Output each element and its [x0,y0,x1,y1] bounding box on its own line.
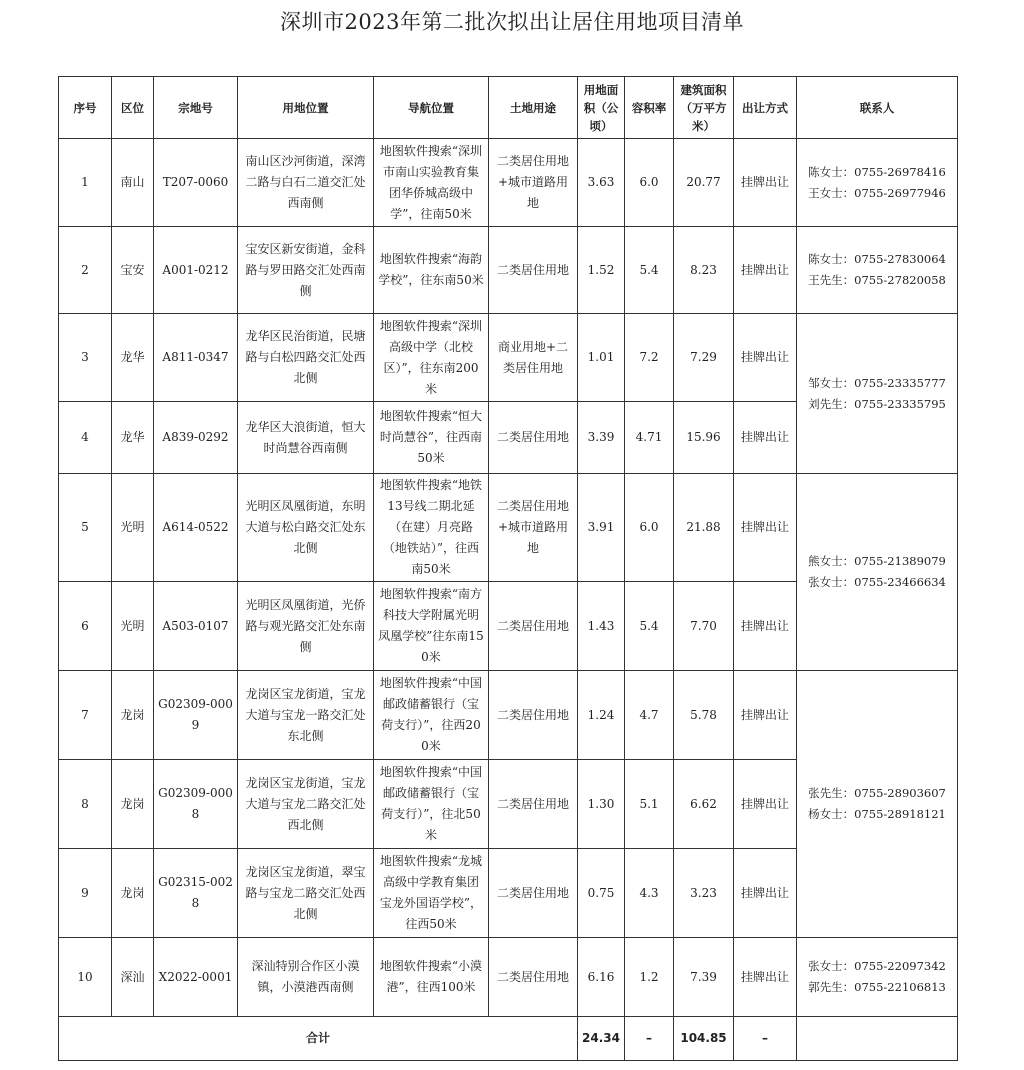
cell-floor-area: 5.78 [674,671,734,760]
total-contact [797,1017,958,1061]
cell-parcel: A001-0212 [154,227,238,314]
cell-district: 龙岗 [112,671,154,760]
cell-parcel: A614-0522 [154,474,238,582]
cell-use: 二类居住用地 [489,849,578,938]
cell-location: 龙华区民治街道，民塘路与白松四路交汇处西北侧 [238,314,374,402]
contact-line: 刘先生：0755-23335795 [808,396,946,411]
contact-line: 郭先生：0755-22106813 [808,980,946,994]
cell-area: 3.91 [578,474,625,582]
cell-contact [797,671,958,938]
header-contact: 联系人 [797,77,958,139]
cell-use: 二类居住用地+城市道路用地 [489,474,578,582]
cell-nav: 地图软件搜索“中国邮政储蓄银行（宝荷支行）”，往西200米 [374,671,489,760]
cell-location: 龙岗区宝龙街道，宝龙大道与宝龙二路交汇处西北侧 [238,760,374,849]
cell-use: 二类居住用地+城市道路用地 [489,139,578,227]
cell-contact [797,474,958,671]
cell-nav: 地图软件搜索“南方科技大学附属光明凤凰学校”往东南150米 [374,582,489,671]
cell-far: 4.3 [625,849,674,938]
header-use: 土地用途 [489,77,578,139]
header-far: 容积率 [625,77,674,139]
cell-location: 光明区凤凰街道，东明大道与松白路交汇处东北侧 [238,474,374,582]
cell-nav: 地图软件搜索“龙城高级中学教育集团宝龙外国语学校”，往西50米 [374,849,489,938]
header-parcel: 宗地号 [154,77,238,139]
cell-parcel: G02315-0028 [154,849,238,938]
cell-area: 1.43 [578,582,625,671]
header-index: 序号 [59,77,112,139]
cell-method: 挂牌出让 [734,760,797,849]
cell-far: 6.0 [625,139,674,227]
cell-area: 3.63 [578,139,625,227]
cell-far: 4.7 [625,671,674,760]
header-nav: 导航位置 [374,77,489,139]
cell-far: 6.0 [625,474,674,582]
cell-method: 挂牌出让 [734,938,797,1017]
cell-method: 挂牌出让 [734,582,797,671]
cell-district: 龙岗 [112,760,154,849]
cell-method: 挂牌出让 [734,671,797,760]
cell-use: 二类居住用地 [489,227,578,314]
header-method: 出让方式 [734,77,797,139]
cell-floor-area: 7.39 [674,938,734,1017]
cell-floor-area: 3.23 [674,849,734,938]
cell-nav: 地图软件搜索“深圳市南山实验教育集团华侨城高级中学”，往南50米 [374,139,489,227]
table-row [59,671,958,760]
cell-use: 二类居住用地 [489,671,578,760]
cell-index: 7 [59,671,112,760]
cell-area: 1.52 [578,227,625,314]
cell-floor-area: 20.77 [674,139,734,227]
table-row [59,227,958,314]
cell-district: 光明 [112,582,154,671]
cell-floor-area: 21.88 [674,474,734,582]
total-floor-area: 104.85 [674,1017,734,1061]
contact-line: 杨女士：0755-28918121 [808,807,946,821]
contact-line: 陈女士：0755-26978416 [808,164,946,179]
land-parcel-table [58,76,958,1061]
cell-parcel: A839-0292 [154,402,238,474]
table-row [59,314,958,402]
cell-method: 挂牌出让 [734,227,797,314]
cell-district: 龙岗 [112,849,154,938]
cell-far: 4.71 [625,402,674,474]
cell-method: 挂牌出让 [734,474,797,582]
cell-method: 挂牌出让 [734,849,797,938]
cell-far: 1.2 [625,938,674,1017]
cell-district: 光明 [112,474,154,582]
cell-parcel: G02309-0009 [154,671,238,760]
contact-line: 张女士：0755-23466634 [808,575,946,589]
cell-nav: 地图软件搜索“深圳高级中学（北校区）”，往东南200米 [374,314,489,402]
cell-location: 宝安区新安街道，金科路与罗田路交汇处西南侧 [238,227,374,314]
cell-location: 深汕特别合作区小漠镇，小漠港西南侧 [238,938,374,1017]
table-row [59,139,958,227]
cell-method: 挂牌出让 [734,402,797,474]
total-label: 合计 [59,1017,578,1061]
cell-index: 3 [59,314,112,402]
contact-line: 王女士：0755-26977946 [808,185,946,200]
cell-floor-area: 6.62 [674,760,734,849]
cell-parcel: T207-0060 [154,139,238,227]
cell-index: 5 [59,474,112,582]
cell-index: 10 [59,938,112,1017]
cell-location: 龙岗区宝龙街道，宝龙大道与宝龙一路交汇处东北侧 [238,671,374,760]
cell-area: 1.30 [578,760,625,849]
cell-parcel: A811-0347 [154,314,238,402]
contact-line: 陈女士：0755-27830064 [808,252,946,266]
contact-line: 邹女士：0755-23335777 [808,375,946,390]
cell-use: 二类居住用地 [489,402,578,474]
table-row [59,938,958,1017]
cell-floor-area: 15.96 [674,402,734,474]
cell-district: 深汕 [112,938,154,1017]
cell-floor-area: 7.29 [674,314,734,402]
cell-district: 南山 [112,139,154,227]
header-area: 用地面积（公顷） [578,77,625,139]
document-title: 深圳市2023年第二批次拟出让居住用地项目清单 [280,10,744,34]
cell-area: 6.16 [578,938,625,1017]
cell-index: 6 [59,582,112,671]
cell-far: 5.4 [625,582,674,671]
cell-contact [797,938,958,1017]
cell-far: 5.4 [625,227,674,314]
cell-far: 5.1 [625,760,674,849]
cell-parcel: A503-0107 [154,582,238,671]
table-row [59,474,958,582]
cell-floor-area: 8.23 [674,227,734,314]
contact-line: 张女士：0755-22097342 [808,959,946,973]
contact-line: 王先生：0755-27820058 [808,273,946,287]
cell-use: 二类居住用地 [489,760,578,849]
cell-use: 商业用地+二类居住用地 [489,314,578,402]
cell-nav: 地图软件搜索“地铁13号线二期北延（在建）月亮路（地铁站）”，往西南50米 [374,474,489,582]
cell-contact [797,227,958,314]
cell-nav: 地图软件搜索“恒大时尚慧谷”，往西南50米 [374,402,489,474]
cell-index: 9 [59,849,112,938]
cell-district: 龙华 [112,402,154,474]
cell-use: 二类居住用地 [489,582,578,671]
cell-nav: 地图软件搜索“海韵学校”，往东南50米 [374,227,489,314]
cell-index: 4 [59,402,112,474]
cell-index: 8 [59,760,112,849]
cell-method: 挂牌出让 [734,139,797,227]
cell-nav: 地图软件搜索“小漠港”，往西100米 [374,938,489,1017]
cell-parcel: X2022-0001 [154,938,238,1017]
cell-method: 挂牌出让 [734,314,797,402]
cell-area: 3.39 [578,402,625,474]
cell-parcel: G02309-0008 [154,760,238,849]
total-far: – [625,1017,674,1061]
cell-district: 宝安 [112,227,154,314]
header-district: 区位 [112,77,154,139]
contact-line: 熊女士：0755-21389079 [808,554,946,568]
cell-far: 7.2 [625,314,674,402]
cell-area: 1.24 [578,671,625,760]
cell-contact [797,314,958,474]
contact-line: 张先生：0755-28903607 [808,786,946,800]
total-area: 24.34 [578,1017,625,1061]
cell-index: 1 [59,139,112,227]
cell-contact [797,139,958,227]
header-location: 用地位置 [238,77,374,139]
header-floor-area: 建筑面积（万平方米） [674,77,734,139]
cell-location: 南山区沙河街道，深湾二路与白石二道交汇处西南侧 [238,139,374,227]
cell-floor-area: 7.70 [674,582,734,671]
cell-district: 龙华 [112,314,154,402]
cell-index: 2 [59,227,112,314]
total-row [59,1017,958,1061]
cell-area: 1.01 [578,314,625,402]
header-row [59,77,958,139]
cell-location: 龙华区大浪街道，恒大时尚慧谷西南侧 [238,402,374,474]
cell-location: 龙岗区宝龙街道，翠宝路与宝龙二路交汇处西北侧 [238,849,374,938]
cell-use: 二类居住用地 [489,938,578,1017]
cell-area: 0.75 [578,849,625,938]
total-method: – [734,1017,797,1061]
cell-location: 光明区凤凰街道，光侨路与观光路交汇处东南侧 [238,582,374,671]
cell-nav: 地图软件搜索“中国邮政储蓄银行（宝荷支行）”，往北50米 [374,760,489,849]
